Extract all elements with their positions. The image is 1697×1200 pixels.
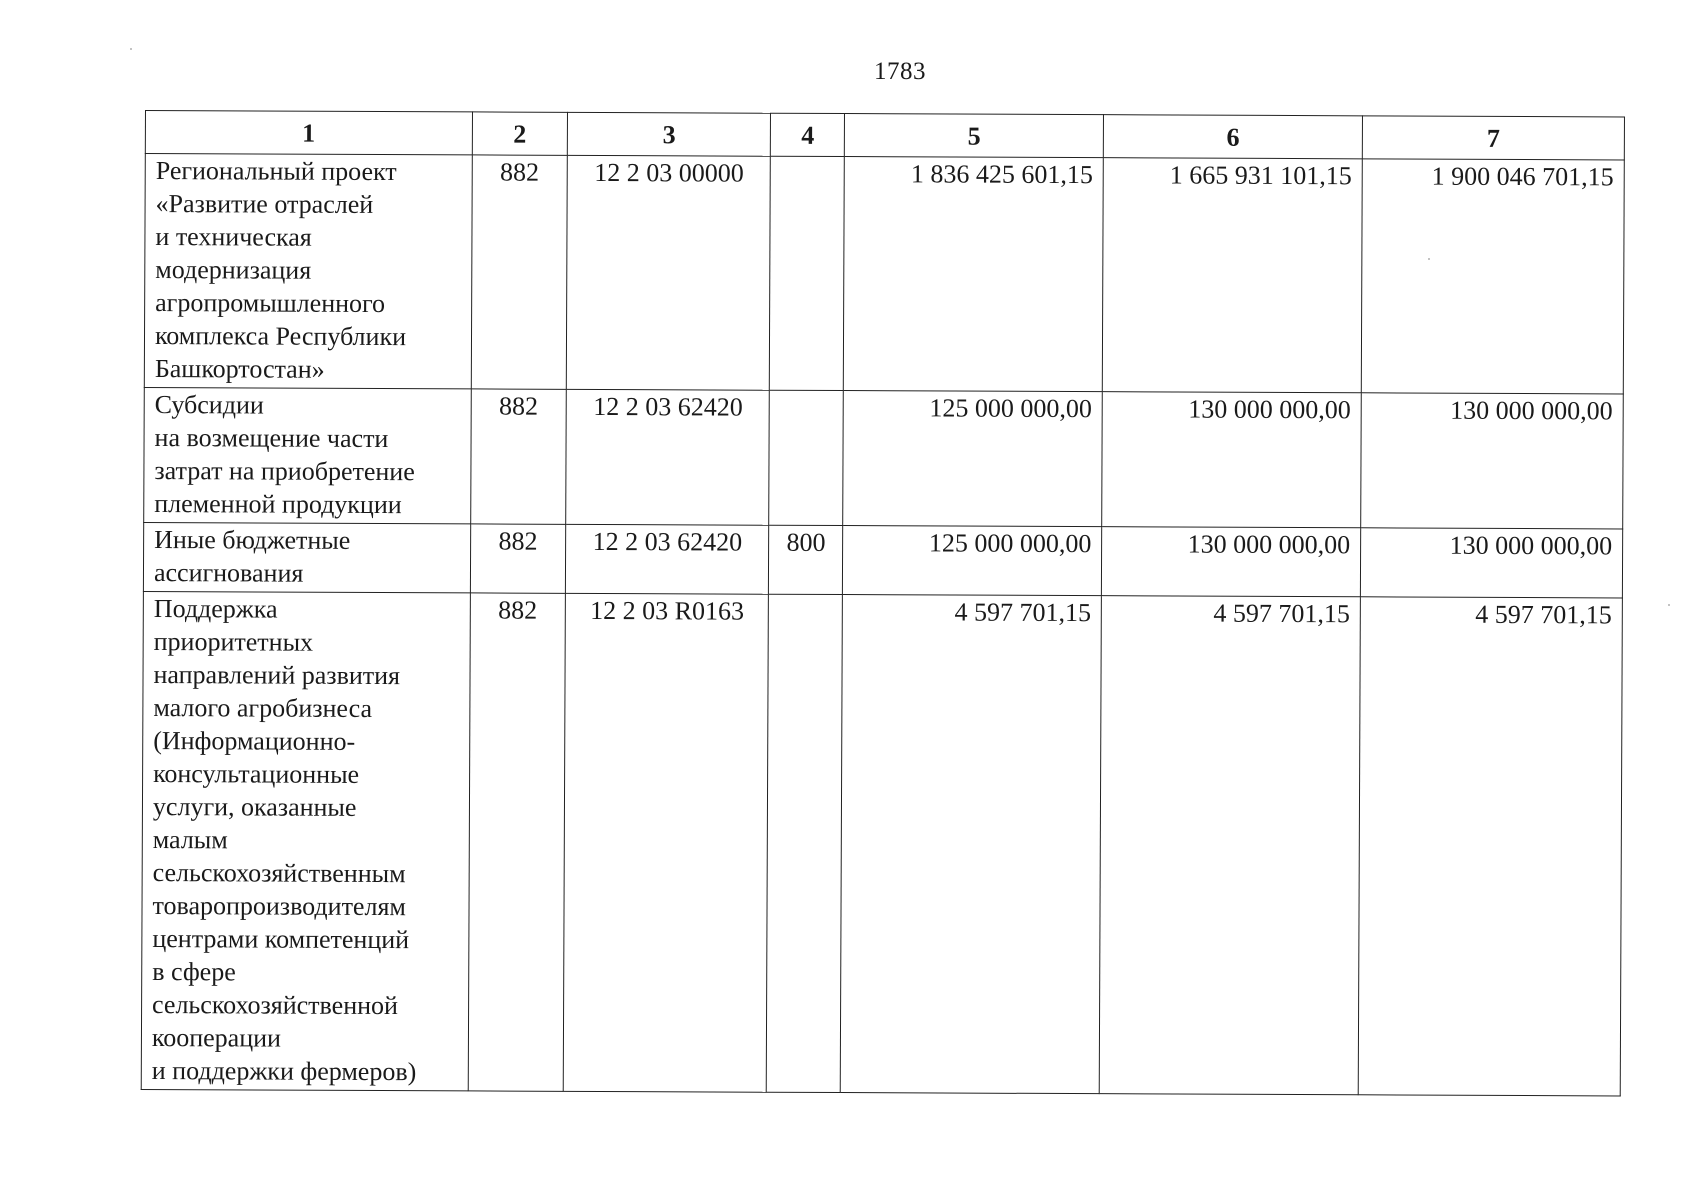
row-name-line: «Развитие отраслей — [155, 189, 374, 219]
row-name-line: ассигнования — [153, 558, 304, 588]
column-header-1: 1 — [145, 111, 472, 155]
target-article-cell: 12 2 03 00000 — [566, 155, 770, 390]
column-header-5: 5 — [845, 114, 1104, 158]
row-name-line: агропромышленного — [155, 288, 386, 319]
budget-table — [141, 110, 1625, 1096]
ministry-code-cell: 882 — [470, 389, 566, 524]
ministry-code-cell: 882 — [471, 155, 568, 389]
row-name-line: и техническая — [155, 222, 312, 252]
table-row — [144, 387, 1624, 528]
column-header-6: 6 — [1104, 115, 1363, 159]
scan-speck — [1428, 258, 1430, 260]
scan-speck — [1668, 604, 1670, 606]
column-header-4: 4 — [771, 113, 845, 156]
amount-col7-cell: 4 597 701,15 — [1358, 597, 1622, 1096]
table-row — [144, 154, 1624, 394]
row-name-line: сельскохозяйственной — [152, 990, 399, 1021]
row-name-cell — [144, 154, 472, 389]
row-name-line: центрами компетенций — [152, 924, 410, 955]
row-name-line: Поддержка — [153, 594, 278, 624]
amount-col5-cell: 4 597 701,15 — [841, 595, 1102, 1094]
amount-col5-cell: 125 000 000,00 — [843, 391, 1102, 527]
amount-col6-cell: 4 597 701,15 — [1099, 596, 1360, 1095]
target-article-cell: 12 2 03 R0163 — [563, 593, 769, 1092]
row-name-line: и поддержки фермеров) — [151, 1056, 417, 1087]
row-name-cell — [144, 387, 471, 523]
column-header-7: 7 — [1362, 116, 1624, 160]
amount-col6-cell: 1 665 931 101,15 — [1103, 158, 1363, 393]
target-article-cell: 12 2 03 62420 — [566, 389, 770, 525]
row-name-line: малого агробизнеса — [153, 693, 373, 723]
expense-type-cell: 800 — [769, 525, 843, 594]
amount-col6-cell: 130 000 000,00 — [1102, 527, 1361, 597]
amount-col7-cell: 1 900 046 701,15 — [1361, 159, 1624, 394]
header-row — [145, 111, 1624, 160]
column-header-2: 2 — [472, 112, 568, 155]
row-name-line: товаропроизводителям — [152, 891, 406, 922]
row-name-line: услуги, оказанные — [152, 792, 357, 822]
scan-speck — [130, 48, 132, 50]
row-name-line: консультационные — [153, 759, 360, 789]
amount-col5-cell: 1 836 425 601,15 — [844, 157, 1104, 392]
row-name-line: малым — [152, 825, 228, 855]
row-name-line: Региональный проект — [155, 156, 397, 187]
table-row — [143, 522, 1622, 597]
amount-col6-cell: 130 000 000,00 — [1102, 392, 1361, 528]
row-name-line: сельскохозяйственным — [152, 858, 406, 889]
amount-col5-cell: 125 000 000,00 — [843, 526, 1102, 596]
row-name-cell — [141, 591, 470, 1090]
expense-type-cell — [769, 390, 844, 525]
row-name-line: затрат на приобретение — [154, 456, 415, 487]
row-name-line: на возмещение части — [154, 423, 389, 454]
target-article-cell: 12 2 03 62420 — [566, 524, 770, 594]
ministry-code-cell: 882 — [468, 593, 566, 1091]
row-name-line: модернизация — [155, 255, 312, 285]
row-name-line: Башкортостан» — [154, 354, 325, 384]
column-header-3: 3 — [567, 112, 771, 156]
amount-col7-cell: 130 000 000,00 — [1361, 393, 1624, 529]
row-name-line: в сфере — [152, 957, 236, 987]
row-name-line: комплекса Республики — [154, 321, 407, 352]
page-number: 1783 — [874, 58, 926, 85]
row-name-line: племенной продукции — [154, 489, 402, 520]
row-name-line: приоритетных — [153, 627, 314, 657]
row-name-line: кооперации — [151, 1023, 282, 1053]
amount-col7-cell: 130 000 000,00 — [1360, 528, 1622, 598]
row-name-line: (Информационно- — [153, 726, 356, 756]
row-name-line: Субсидии — [154, 390, 264, 420]
row-name-cell — [143, 522, 470, 592]
row-name-line: Иные бюджетные — [154, 525, 351, 555]
expense-type-cell — [767, 594, 843, 1092]
table-row — [141, 591, 1622, 1095]
row-name-line: направлений развития — [153, 660, 401, 691]
ministry-code-cell: 882 — [470, 524, 566, 593]
expense-type-cell — [770, 156, 845, 390]
